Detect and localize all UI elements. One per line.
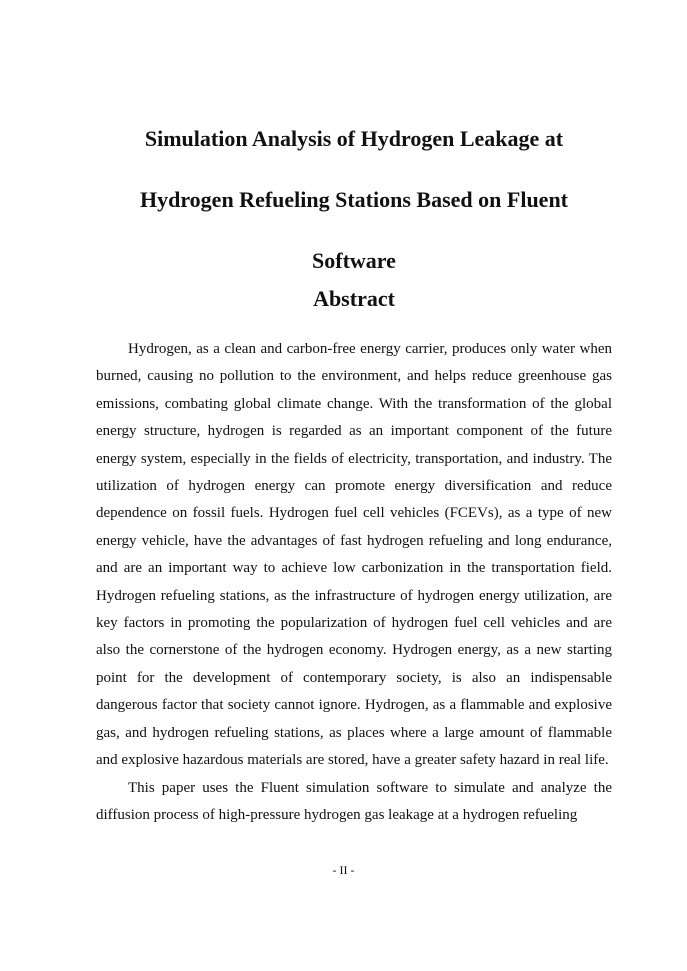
title-line-3: Software: [312, 248, 396, 273]
abstract-paragraph-2: This paper uses the Fluent simulation software to simulate and analyze the diffusion process of high-pressure hydrogen gas leakage at a hydrogen refueling: [96, 779, 612, 823]
abstract-paragraph-1: Hydrogen, as a clean and carbon-free energy carrier, produces only water when burned, causing no pollution to the environment, and helps reduce greenhouse gas emissions, combating global climate change. With the transformation of the global energy structure, hydrogen is regarded as an important component of the future energy system, especially in the fields of electricity, transportation, and industry. The utilization of hydrogen energy can promote energy diversification and reduce dependence on fossil fuels. Hydrogen fuel cell vehicles (FCEVs), as a type of new energy vehicle, have the advantages of fast hydrogen refueling and long endurance, and are an important way to achieve low carbonization in the transportation field. Hydrogen refueling stations, as the infrastructure of hydrogen energy utilization, are key factors in promoting the popularization of hydrogen fuel cell vehicles and are also the cornerstone of the hydrogen economy. Hydrogen energy, as a new starting point for the development of contemporary society, is also an indispensable dangerous factor that society cannot ignore. Hydrogen, as a flammable and explosive gas, and hydrogen refueling stations, as places where a large amount of flammable and explosive hazardous materials are stored, have a greater safety hazard in real life.: [96, 341, 612, 769]
abstract-heading: Abstract: [313, 286, 395, 311]
page-number: - II -: [332, 863, 355, 877]
abstract-body: [96, 336, 612, 829]
paper-title: [96, 108, 612, 291]
title-line-2: Hydrogen Refueling Stations Based on Fluent: [139, 187, 569, 212]
title-line-1: Simulation Analysis of Hydrogen Leakage at: [144, 126, 564, 151]
